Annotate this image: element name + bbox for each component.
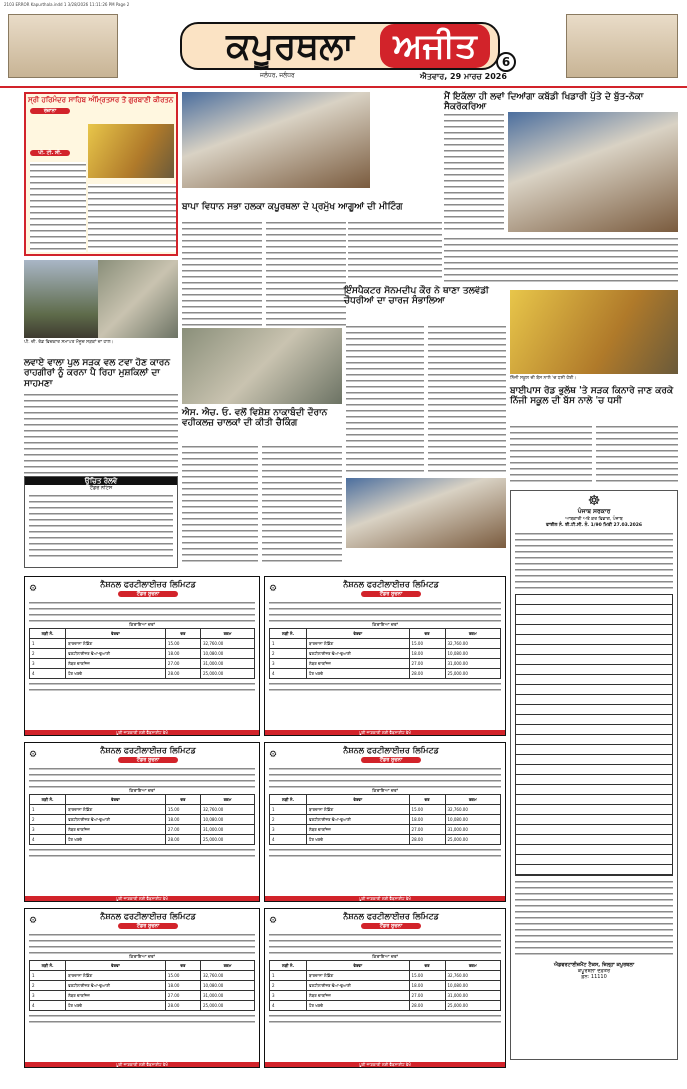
nfl-table-header: ਰਕਮ xyxy=(445,961,501,971)
nfl-logo-icon: ⚙ xyxy=(269,583,278,594)
nfl-table-header: ਰਕਮ xyxy=(445,629,501,639)
table-cell: 1 xyxy=(30,805,66,815)
nfl-table-header: ਰਕਮ xyxy=(200,629,254,639)
table-cell: 15.00 xyxy=(409,971,445,981)
nfl-tender-ad xyxy=(24,908,260,1068)
excise-notice-text xyxy=(515,531,673,591)
nfl-ad-tag: ਟੈਂਡਰ ਸੂਚਨਾ xyxy=(361,757,421,763)
table-cell: ਲੇਬਰ ਚਾਰਜਿਜ਼ xyxy=(66,659,166,669)
table-cell: ਫਰਟੀਲਾਈਜ਼ਰ ਢੋਆ-ਢੁਆਈ xyxy=(66,981,166,991)
sho-headline: ਐਸ. ਐਚ. ਓ. ਵਲੋਂ ਵਿਸ਼ੇਸ਼ ਨਾਕਾਬੰਦੀ ਦੌਰਾਨ ਵਹੀਕਲਜ਼ ਚਾਲਕਾਂ ਦੀ ਕੀਤੀ ਚੈਕਿੰਗ xyxy=(182,408,328,429)
table-cell: 10,080.00 xyxy=(445,981,501,991)
table-cell: 32,760.00 xyxy=(445,639,501,649)
nfl-ad-text xyxy=(269,932,501,954)
nfl-ad-title: ਨੈਸ਼ਨਲ ਫਰਟੀਲਾਈਜ਼ਰ ਲਿਮਿਟਡ xyxy=(343,911,439,921)
table-row xyxy=(30,825,255,835)
gurbani-ad-text-2 xyxy=(88,184,176,252)
table-cell: ਬਾਰਦਾਨਾ ਲੋਡਿੰਗ xyxy=(307,971,410,981)
nfl-tender-ad xyxy=(264,576,506,736)
nfl-ad-tag: ਟੈਂਡਰ ਸੂਚਨਾ xyxy=(361,923,421,929)
newspaper-brand: ਅਜੀਤ xyxy=(380,24,490,68)
table-row xyxy=(270,971,501,981)
table-row xyxy=(30,835,255,845)
nfl-ad-footer: ਪੂਰੀ ਜਾਣਕਾਰੀ ਲਈ ਵੈੱਬਸਾਈਟ ਵੇਖੋ xyxy=(265,730,505,735)
table-cell: 4 xyxy=(30,835,66,845)
gurbani-ad-text xyxy=(30,162,86,252)
table-cell: 4 xyxy=(30,669,66,679)
table-cell: ਬਾਰਦਾਨਾ ਲੋਡਿੰਗ xyxy=(66,805,166,815)
table-row xyxy=(270,649,501,659)
table-cell: 10,080.00 xyxy=(200,981,254,991)
mla-meeting-body-2 xyxy=(266,220,346,326)
sho-body-2 xyxy=(262,444,342,566)
table-cell: 1 xyxy=(270,971,307,981)
table-row xyxy=(30,815,255,825)
table-cell: 32,760.00 xyxy=(200,805,254,815)
table-row xyxy=(30,991,255,1001)
table-cell: 3 xyxy=(30,659,66,669)
table-cell: 15.00 xyxy=(165,971,200,981)
table-cell: 3 xyxy=(30,825,66,835)
table-cell: 2 xyxy=(30,815,66,825)
nfl-ad-footer: ਪੂਰੀ ਜਾਣਕਾਰੀ ਲਈ ਵੈੱਬਸਾਈਟ ਵੇਖੋ xyxy=(25,1062,259,1067)
nfl-table-header: ਲੜੀ ਨੰ. xyxy=(30,961,66,971)
nfl-rates-table xyxy=(269,628,501,679)
table-cell: 10,080.00 xyxy=(445,815,501,825)
table-cell: 2 xyxy=(270,815,307,825)
bus-headline: ਬਾਈਪਾਸ ਰੋਡ ਭੁਲੱਥ 'ਤੇ ਸੜਕ ਕਿਨਾਰੇ ਜਾਣ ਕਰਕੇ ਨਿੱਜੀ ਸਕੂਲ ਦੀ ਬੱਸ ਨਾਲੇ 'ਚ ਧਸੀ xyxy=(510,386,674,407)
page-number: 6 xyxy=(496,52,516,72)
table-cell: ਹੋਰ ਖਰਚੇ xyxy=(66,835,166,845)
bus-body-1 xyxy=(510,424,592,486)
nfl-table-header: ਦਰ xyxy=(165,795,200,805)
table-cell: 31,000.00 xyxy=(445,991,501,1001)
table-row xyxy=(270,981,501,991)
table-row xyxy=(30,639,255,649)
table-cell: 18.00 xyxy=(165,649,200,659)
mla-meeting-headline: ਬਾਪਾ ਵਿਧਾਨ ਸਭਾ ਹਲਕਾ ਕਪੂਰਥਲਾ ਦੇ ਪ੍ਰਮੁੱਖ ਆਗੂਆਂ ਦੀ ਮੀਟਿੰਗ xyxy=(182,202,403,212)
railway-notice xyxy=(24,476,178,568)
table-cell: 18.00 xyxy=(409,649,445,659)
table-cell: ਲੇਬਰ ਚਾਰਜਿਜ਼ xyxy=(307,991,410,1001)
excise-notice xyxy=(510,490,678,1060)
nfl-table-header: ਰਕਮ xyxy=(445,795,501,805)
gurbani-ad-tag: ਰੋਜ਼ਾਨਾ xyxy=(30,108,70,114)
nfl-table-header: ਲੜੀ ਨੰ. xyxy=(270,961,307,971)
excise-notice-ref: ਫਾਈਲ ਨੰ. ਈ.ਟੀ.ਸੀ. ਨੰ. 1/90 ਮਿਤੀ 27.03.2026 xyxy=(546,522,642,528)
table-cell: ਫਰਟੀਲਾਈਜ਼ਰ ਢੋਆ-ਢੁਆਈ xyxy=(307,815,410,825)
table-cell: 28.00 xyxy=(165,835,200,845)
nfl-tender-ad xyxy=(24,742,260,902)
nfl-rates-table xyxy=(269,960,501,1011)
table-cell: ਬਾਰਦਾਨਾ ਲੋਡਿੰਗ xyxy=(66,971,166,981)
table-cell: 28.00 xyxy=(165,1001,200,1011)
table-row xyxy=(270,815,501,825)
table-cell: 31,000.00 xyxy=(445,659,501,669)
nfl-ad-text xyxy=(269,766,501,788)
table-cell: ਬਾਰਦਾਨਾ ਲੋਡਿੰਗ xyxy=(307,639,410,649)
nfl-table-header: ਲੜੀ ਨੰ. xyxy=(270,795,307,805)
advert-tax-line: ਐਡਵਰਟਾਈਜ਼ਮੈਂਟ ਟੈਕਸ, ਜ਼ਿਲ੍ਹਾ ਕਪੂਰਥਲਾ xyxy=(553,961,635,968)
inspector-headline: ਇੰਸਪੈਕਟਰ ਸੋਨਮਦੀਪ ਕੌਰ ਨੇ ਥਾਣਾ ਤਲਵੰਡੀ ਚੌਧਰੀਆਂ ਦਾ ਚਾਰਜ ਸੰਭਾਲਿਆ xyxy=(344,286,489,307)
nfl-ad-footer: ਪੂਰੀ ਜਾਣਕਾਰੀ ਲਈ ਵੈੱਬਸਾਈਟ ਵੇਖੋ xyxy=(265,896,505,901)
nfl-ad-title: ਨੈਸ਼ਨਲ ਫਰਟੀਲਾਈਜ਼ਰ ਲਿਮਿਟਡ xyxy=(100,911,196,921)
table-row xyxy=(30,649,255,659)
masthead-date: ਐਤਵਾਰ, 29 ਮਾਰਚ 2026 xyxy=(420,72,507,81)
table-cell: 10,080.00 xyxy=(445,649,501,659)
table-cell: 27.00 xyxy=(165,659,200,669)
top-right-body-1 xyxy=(444,112,504,232)
mla-meeting-body-3 xyxy=(348,220,442,280)
table-cell: 18.00 xyxy=(409,981,445,991)
nfl-ad-note xyxy=(29,681,255,693)
bus-caption: ਨਿੱਜੀ ਸਕੂਲ ਦੀ ਬੱਸ ਨਾਲੇ 'ਚ ਧਸੀ ਹੋਈ। xyxy=(510,376,577,381)
top-right-headline: ਮੈਂ ਇਕੱਲਾ ਹੀ ਲਵਾਂ ਦਿਆਂਗਾ ਕਬੱਡੀ ਖਿਡਾਰੀ ਪੁੱਤੇ ਦੇ ਬੁੱਤ-ਨੋਕਾ ਸੈਕਰੋਕਰਿਆ xyxy=(444,92,644,113)
table-row xyxy=(270,805,501,815)
nfl-table-header: ਵੇਰਵਾ xyxy=(307,795,410,805)
table-row xyxy=(30,981,255,991)
table-cell: 15.00 xyxy=(165,639,200,649)
railway-notice-text xyxy=(29,493,173,559)
nfl-logo-icon: ⚙ xyxy=(269,749,278,760)
road-headline: ਲਵਾਏ ਵਾਲਾ ਪੁਲ ਸੜਕ ਵਲ ਟਵਾ ਹੋਣ ਕਾਰਨ ਰਾਹਗੀਰਾਂ ਨੂੰ ਕਰਨਾ ਪੈ ਰਿਹਾ ਮੁਸ਼ਕਿਲਾਂ ਦਾ ਸਾਹਮਣਾ xyxy=(24,358,170,389)
nfl-table-header: ਦਰ xyxy=(165,629,200,639)
table-cell: 25,000.00 xyxy=(445,1001,501,1011)
table-cell: 15.00 xyxy=(165,805,200,815)
nfl-table-header: ਲੜੀ ਨੰ. xyxy=(30,795,66,805)
table-cell: 18.00 xyxy=(409,815,445,825)
nfl-ad-title: ਨੈਸ਼ਨਲ ਫਰਟੀਲਾਈਜ਼ਰ ਲਿਮਿਟਡ xyxy=(100,579,196,589)
railway-notice-title: ਉਚਿਤ ਰੇਲਵੇ xyxy=(25,477,177,485)
bus-photo xyxy=(510,290,678,374)
table-cell: 31,000.00 xyxy=(200,991,254,1001)
nfl-ad-tag: ਟੈਂਡਰ ਸੂਚਨਾ xyxy=(118,591,178,597)
office-line: ਕਪੂਰਥਲਾ ਦਫ਼ਤਰ xyxy=(577,967,611,974)
nfl-logo-icon: ⚙ xyxy=(29,583,38,594)
table-cell: ਹੋਰ ਖਰਚੇ xyxy=(307,669,410,679)
table-cell: 31,000.00 xyxy=(200,659,254,669)
nfl-ad-footer: ਪੂਰੀ ਜਾਣਕਾਰੀ ਲਈ ਵੈੱਬਸਾਈਟ ਵੇਖੋ xyxy=(25,896,259,901)
nfl-ad-note xyxy=(269,847,501,859)
sho-body-1 xyxy=(182,444,258,566)
inspector-caption xyxy=(346,550,506,564)
golden-temple-image xyxy=(88,124,174,178)
excise-notice-subtitle: ਆਬਕਾਰੀ ਅਤੇ ਕਰ ਵਿਭਾਗ, ਪੰਜਾਬ xyxy=(565,516,623,522)
table-cell: 25,000.00 xyxy=(200,835,254,845)
nfl-table-header: ਵੇਰਵਾ xyxy=(66,795,166,805)
masthead-city: ਜਲੰਧਰ, ਜਲੰਧਰ xyxy=(260,72,295,79)
table-cell: ਫਰਟੀਲਾਈਜ਼ਰ ਢੋਆ-ਢੁਆਈ xyxy=(307,981,410,991)
gurbani-ad xyxy=(24,92,178,256)
table-row xyxy=(30,1001,255,1011)
excise-notice-text-2 xyxy=(515,879,673,959)
table-cell: 3 xyxy=(270,659,307,669)
road-caption: ਪੀ. ਦੀ. ਰੋਡ ਵਿਚਕਾਰ ਸਮਾਪਤ ਮੌਜੂਦ ਸੜਕਾਂ ਦਾ ਹਾਲ। xyxy=(24,340,114,345)
table-cell: 10,080.00 xyxy=(200,649,254,659)
table-row xyxy=(30,659,255,669)
table-row xyxy=(270,669,501,679)
nfl-ad-note xyxy=(29,1013,255,1025)
nfl-logo-icon: ⚙ xyxy=(269,915,278,926)
table-cell: 27.00 xyxy=(409,659,445,669)
nfl-ad-tag: ਟੈਂਡਰ ਸੂਚਨਾ xyxy=(118,923,178,929)
nfl-ad-title: ਨੈਸ਼ਨਲ ਫਰਟੀਲਾਈਜ਼ਰ ਲਿਮਿਟਡ xyxy=(100,745,196,755)
nfl-logo-icon: ⚙ xyxy=(29,749,38,760)
table-cell: 4 xyxy=(270,1001,307,1011)
table-cell: ਹੋਰ ਖਰਚੇ xyxy=(307,835,410,845)
table-cell: 31,000.00 xyxy=(200,825,254,835)
nfl-table-header: ਲੜੀ ਨੰ. xyxy=(30,629,66,639)
table-row xyxy=(270,825,501,835)
nfl-logo-icon: ⚙ xyxy=(29,915,38,926)
nfl-table-header: ਦਰ xyxy=(409,961,445,971)
mla-meeting-photo xyxy=(182,92,370,188)
table-cell: ਹੋਰ ਖਰਚੇ xyxy=(66,1001,166,1011)
nfl-ad-text xyxy=(29,766,255,788)
mla-meeting-caption xyxy=(182,190,370,200)
table-cell: 25,000.00 xyxy=(445,669,501,679)
phone-line: ਫ਼ੋਨ: 11110 xyxy=(581,973,607,980)
table-cell: 32,760.00 xyxy=(200,971,254,981)
nfl-table-header: ਵੇਰਵਾ xyxy=(66,961,166,971)
excise-notice-title: ਪੰਜਾਬ ਸਰਕਾਰ xyxy=(577,508,611,515)
table-cell: 32,760.00 xyxy=(200,639,254,649)
table-cell: 1 xyxy=(270,639,307,649)
table-row xyxy=(270,991,501,1001)
table-cell: 27.00 xyxy=(165,991,200,1001)
table-cell: 15.00 xyxy=(409,639,445,649)
table-cell: 28.00 xyxy=(409,835,445,845)
nfl-tender-ad xyxy=(264,908,506,1068)
table-cell: 4 xyxy=(270,835,307,845)
table-row xyxy=(270,1001,501,1011)
road-photo-2 xyxy=(98,260,178,338)
mla-meeting-body-1 xyxy=(182,220,262,326)
emblem-icon: ☸ xyxy=(587,493,601,509)
table-cell: 27.00 xyxy=(409,991,445,1001)
table-cell: 27.00 xyxy=(165,825,200,835)
nfl-rates-table xyxy=(29,960,255,1011)
nfl-ad-tag: ਟੈਂਡਰ ਸੂਚਨਾ xyxy=(361,591,421,597)
left-building-image xyxy=(8,14,118,78)
table-cell: ਫਰਟੀਲਾਈਜ਼ਰ ਢੋਆ-ਢੁਆਈ xyxy=(66,649,166,659)
nfl-rates-table xyxy=(29,794,255,845)
nfl-ad-footer: ਪੂਰੀ ਜਾਣਕਾਰੀ ਲਈ ਵੈੱਬਸਾਈਟ ਵੇਖੋ xyxy=(25,730,259,735)
table-cell: 18.00 xyxy=(165,981,200,991)
table-cell: 28.00 xyxy=(409,1001,445,1011)
nfl-ad-tag: ਟੈਂਡਰ ਸੂਚਨਾ xyxy=(118,757,178,763)
table-row xyxy=(30,971,255,981)
ptc-tag: ਪੀ. ਟੀ. ਸੀ. xyxy=(30,150,70,156)
inspector-body-2 xyxy=(428,324,506,476)
table-cell: ਬਾਰਦਾਨਾ ਲੋਡਿੰਗ xyxy=(307,805,410,815)
table-cell: 32,760.00 xyxy=(445,805,501,815)
table-cell: ਫਰਟੀਲਾਈਜ਼ਰ ਢੋਆ-ਢੁਆਈ xyxy=(307,649,410,659)
nfl-ad-note xyxy=(29,847,255,859)
nfl-rates-title: ਕਿਰਾਇਆ ਦਰਾਂ xyxy=(372,955,398,960)
table-cell: 2 xyxy=(30,981,66,991)
table-cell: 3 xyxy=(270,991,307,1001)
nfl-rates-title: ਕਿਰਾਇਆ ਦਰਾਂ xyxy=(372,623,398,628)
table-row xyxy=(270,639,501,649)
table-cell: 28.00 xyxy=(409,669,445,679)
excise-notice-table xyxy=(515,594,673,876)
section-title: ਕਪੂਰਥਲਾ xyxy=(226,25,354,67)
table-cell: ਹੋਰ ਖਰਚੇ xyxy=(307,1001,410,1011)
table-cell: 25,000.00 xyxy=(445,835,501,845)
top-right-body-2 xyxy=(444,236,678,286)
nfl-ad-note xyxy=(269,681,501,693)
table-cell: ਬਾਰਦਾਨਾ ਲੋਡਿੰਗ xyxy=(66,639,166,649)
nfl-ad-text xyxy=(29,600,255,622)
railway-notice-subtitle: ਟੈਂਡਰ ਨੋਟਿਸ xyxy=(89,485,113,492)
top-right-photo xyxy=(508,112,678,232)
nfl-rates-table xyxy=(269,794,501,845)
table-cell: 28.00 xyxy=(165,669,200,679)
nfl-table-header: ਦਰ xyxy=(409,795,445,805)
nfl-rates-title: ਕਿਰਾਇਆ ਦਰਾਂ xyxy=(372,789,398,794)
table-cell: 1 xyxy=(30,971,66,981)
table-cell: 2 xyxy=(270,981,307,991)
table-cell: 3 xyxy=(30,991,66,1001)
table-cell: ਹੋਰ ਖਰਚੇ xyxy=(66,669,166,679)
nfl-ad-footer: ਪੂਰੀ ਜਾਣਕਾਰੀ ਲਈ ਵੈੱਬਸਾਈਟ ਵੇਖੋ xyxy=(265,1062,505,1067)
table-row xyxy=(270,659,501,669)
table-row xyxy=(270,835,501,845)
nfl-table-header: ਵੇਰਵਾ xyxy=(307,629,410,639)
table-cell: 18.00 xyxy=(165,815,200,825)
inspector-photo xyxy=(346,478,506,548)
nfl-table-header: ਵੇਰਵਾ xyxy=(66,629,166,639)
nfl-ad-title: ਨੈਸ਼ਨਲ ਫਰਟੀਲਾਈਜ਼ਰ ਲਿਮਿਟਡ xyxy=(343,579,439,589)
nfl-rates-table xyxy=(29,628,255,679)
nfl-tender-ad xyxy=(264,742,506,902)
nfl-ad-text xyxy=(269,600,501,622)
nfl-table-header: ਲੜੀ ਨੰ. xyxy=(270,629,307,639)
prepress-slug: 2103 ERROR Kapurthala.indd 1 3/28/2026 11:11:26 PM Page 2 xyxy=(4,2,130,7)
table-cell: 2 xyxy=(30,649,66,659)
table-cell: ਲੇਬਰ ਚਾਰਜਿਜ਼ xyxy=(307,659,410,669)
table-cell: 25,000.00 xyxy=(200,669,254,679)
table-cell: ਲੇਬਰ ਚਾਰਜਿਜ਼ xyxy=(66,991,166,1001)
nfl-ad-title: ਨੈਸ਼ਨਲ ਫਰਟੀਲਾਈਜ਼ਰ ਲਿਮਿਟਡ xyxy=(343,745,439,755)
table-row xyxy=(30,669,255,679)
inspector-body-1 xyxy=(346,324,424,476)
table-cell: 4 xyxy=(270,669,307,679)
right-building-image xyxy=(566,14,678,78)
nfl-table-header: ਰਕਮ xyxy=(200,795,254,805)
nfl-ad-note xyxy=(269,1013,501,1025)
table-cell: 27.00 xyxy=(409,825,445,835)
table-cell: 31,000.00 xyxy=(445,825,501,835)
table-cell: 32,760.00 xyxy=(445,971,501,981)
nfl-rates-title: ਕਿਰਾਇਆ ਦਰਾਂ xyxy=(129,955,155,960)
table-cell: 1 xyxy=(30,639,66,649)
nfl-table-header: ਵੇਰਵਾ xyxy=(307,961,410,971)
gurbani-ad-title: ਸ੍ਰੀ ਹਰਿਮੰਦਰ ਸਾਹਿਬ ਅੰਮ੍ਰਿਤਸਰ ਤੋਂ ਗੁਰਬਾਣੀ ਕੀਰਤਨ xyxy=(28,95,174,104)
table-cell: 15.00 xyxy=(409,805,445,815)
sho-checking-photo xyxy=(182,328,342,404)
nfl-table-header: ਦਰ xyxy=(409,629,445,639)
table-cell: 3 xyxy=(270,825,307,835)
nfl-rates-title: ਕਿਰਾਇਆ ਦਰਾਂ xyxy=(129,789,155,794)
table-cell: 2 xyxy=(270,649,307,659)
table-cell: 25,000.00 xyxy=(200,1001,254,1011)
bus-body-2 xyxy=(596,424,678,486)
table-cell: 4 xyxy=(30,1001,66,1011)
table-cell: ਫਰਟੀਲਾਈਜ਼ਰ ਢੋਆ-ਢੁਆਈ xyxy=(66,815,166,825)
nfl-table-header: ਰਕਮ xyxy=(200,961,254,971)
nfl-rates-title: ਕਿਰਾਇਆ ਦਰਾਂ xyxy=(129,623,155,628)
road-body xyxy=(24,392,178,474)
nfl-tender-ad xyxy=(24,576,260,736)
nfl-table-header: ਦਰ xyxy=(165,961,200,971)
table-row xyxy=(30,805,255,815)
table-cell: ਲੇਬਰ ਚਾਰਜਿਜ਼ xyxy=(66,825,166,835)
table-cell: 1 xyxy=(270,805,307,815)
table-cell: ਲੇਬਰ ਚਾਰਜਿਜ਼ xyxy=(307,825,410,835)
table-cell: 10,080.00 xyxy=(200,815,254,825)
nfl-ad-text xyxy=(29,932,255,954)
